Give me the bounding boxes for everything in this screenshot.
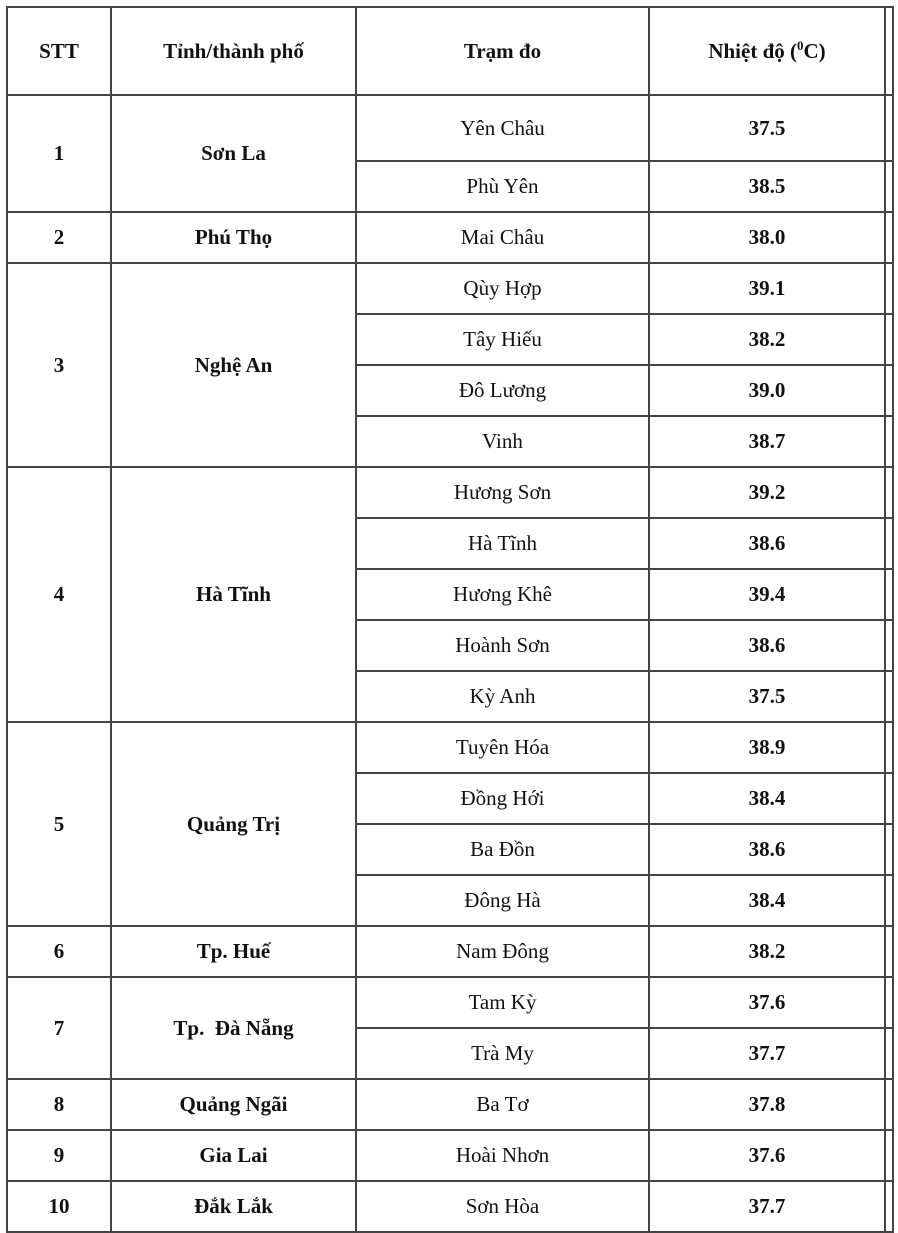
table-row	[7, 926, 893, 977]
cell-stt: 8	[7, 1079, 111, 1130]
temperature-table	[6, 6, 894, 1233]
cell-temperature: 38.4	[649, 875, 885, 926]
cell-extra	[885, 95, 893, 161]
cell-station: Tây Hiếu	[356, 314, 649, 365]
cell-province: Sơn La	[111, 95, 356, 212]
cell-extra	[885, 1181, 893, 1232]
table-row	[7, 1130, 893, 1181]
cell-station: Trà My	[356, 1028, 649, 1079]
cell-province: Quảng Ngãi	[111, 1079, 356, 1130]
cell-extra	[885, 518, 893, 569]
cell-extra	[885, 1130, 893, 1181]
header-stt: STT	[7, 7, 111, 95]
cell-extra	[885, 365, 893, 416]
cell-temperature: 37.5	[649, 671, 885, 722]
header-temperature	[649, 7, 885, 95]
cell-province: Quảng Trị	[111, 722, 356, 926]
cell-station: Phù Yên	[356, 161, 649, 212]
cell-extra	[885, 467, 893, 518]
table-row	[7, 467, 893, 518]
cell-province: Phú Thọ	[111, 212, 356, 263]
table-row	[7, 1079, 893, 1130]
cell-stt: 1	[7, 95, 111, 212]
cell-temperature: 37.6	[649, 1130, 885, 1181]
cell-station: Ba Đồn	[356, 824, 649, 875]
cell-province: Hà Tĩnh	[111, 467, 356, 722]
cell-temperature: 37.5	[649, 95, 885, 161]
cell-temperature: 38.2	[649, 926, 885, 977]
cell-stt: 7	[7, 977, 111, 1079]
cell-extra	[885, 569, 893, 620]
cell-station: Đô Lương	[356, 365, 649, 416]
cell-stt: 10	[7, 1181, 111, 1232]
table-row	[7, 95, 893, 161]
header-row	[7, 7, 893, 95]
cell-station: Đồng Hới	[356, 773, 649, 824]
cell-extra	[885, 1028, 893, 1079]
cell-province: Tp. Đà Nẵng	[111, 977, 356, 1079]
cell-station: Hoành Sơn	[356, 620, 649, 671]
cell-station: Hương Sơn	[356, 467, 649, 518]
cell-extra	[885, 722, 893, 773]
header-station: Trạm đo	[356, 7, 649, 95]
table-row	[7, 722, 893, 773]
header-temp-suffix: C)	[803, 38, 826, 63]
cell-station: Yên Châu	[356, 95, 649, 161]
cell-temperature: 38.6	[649, 518, 885, 569]
cell-stt: 4	[7, 467, 111, 722]
cell-extra	[885, 875, 893, 926]
cell-station: Hương Khê	[356, 569, 649, 620]
cell-extra	[885, 671, 893, 722]
cell-extra	[885, 212, 893, 263]
cell-station: Đông Hà	[356, 875, 649, 926]
cell-station: Tam Kỳ	[356, 977, 649, 1028]
temperature-table-container	[6, 6, 894, 1233]
cell-station: Hà Tĩnh	[356, 518, 649, 569]
cell-extra	[885, 1079, 893, 1130]
cell-extra	[885, 977, 893, 1028]
cell-province: Đắk Lắk	[111, 1181, 356, 1232]
cell-station: Ba Tơ	[356, 1079, 649, 1130]
cell-temperature: 39.0	[649, 365, 885, 416]
cell-temperature: 39.1	[649, 263, 885, 314]
cell-temperature: 38.2	[649, 314, 885, 365]
cell-extra	[885, 773, 893, 824]
cell-stt: 9	[7, 1130, 111, 1181]
cell-station: Qùy Hợp	[356, 263, 649, 314]
cell-temperature: 37.7	[649, 1028, 885, 1079]
cell-extra	[885, 161, 893, 212]
table-row	[7, 977, 893, 1028]
header-extra-column	[885, 7, 893, 95]
cell-province: Tp. Huế	[111, 926, 356, 977]
table-row	[7, 263, 893, 314]
header-province: Tỉnh/thành phố	[111, 7, 356, 95]
cell-extra	[885, 263, 893, 314]
cell-extra	[885, 926, 893, 977]
cell-extra	[885, 314, 893, 365]
table-body	[7, 95, 893, 1232]
cell-stt: 6	[7, 926, 111, 977]
cell-temperature: 38.6	[649, 824, 885, 875]
cell-temperature: 38.4	[649, 773, 885, 824]
cell-province: Nghệ An	[111, 263, 356, 467]
cell-station: Kỳ Anh	[356, 671, 649, 722]
cell-temperature: 38.0	[649, 212, 885, 263]
cell-station: Tuyên Hóa	[356, 722, 649, 773]
cell-extra	[885, 824, 893, 875]
cell-temperature: 39.2	[649, 467, 885, 518]
header-temp-prefix: Nhiệt độ (	[708, 38, 797, 63]
table-row	[7, 1181, 893, 1232]
cell-stt: 2	[7, 212, 111, 263]
cell-temperature: 38.9	[649, 722, 885, 773]
cell-stt: 3	[7, 263, 111, 467]
cell-temperature: 38.6	[649, 620, 885, 671]
cell-temperature: 38.5	[649, 161, 885, 212]
cell-station: Vinh	[356, 416, 649, 467]
cell-temperature: 39.4	[649, 569, 885, 620]
cell-station: Sơn Hòa	[356, 1181, 649, 1232]
cell-station: Nam Đông	[356, 926, 649, 977]
cell-province: Gia Lai	[111, 1130, 356, 1181]
cell-extra	[885, 620, 893, 671]
cell-stt: 5	[7, 722, 111, 926]
cell-station: Mai Châu	[356, 212, 649, 263]
cell-station: Hoài Nhơn	[356, 1130, 649, 1181]
cell-temperature: 37.7	[649, 1181, 885, 1232]
cell-temperature: 38.7	[649, 416, 885, 467]
table-row	[7, 212, 893, 263]
cell-temperature: 37.6	[649, 977, 885, 1028]
cell-extra	[885, 416, 893, 467]
degree-superscript: 0	[797, 37, 804, 53]
cell-temperature: 37.8	[649, 1079, 885, 1130]
